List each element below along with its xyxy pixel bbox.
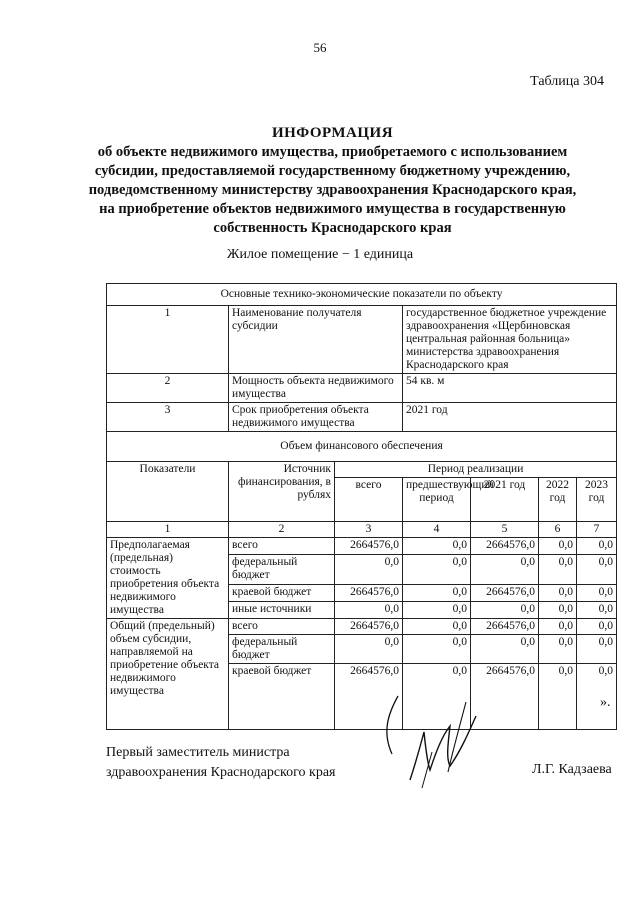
header-previous-period: предшествующий период (403, 478, 471, 522)
column-number-row (107, 522, 617, 538)
heading-line: об объекте недвижимого имущества, приобретаемого с использованием (97, 144, 568, 160)
group-label-subsidy: Общий (предельный) объем субсидии, направляемой на приобретение объекта недвижимого имущества (107, 619, 229, 730)
header-indicators: Показатели (107, 462, 229, 522)
value-previous: 0,0 (403, 538, 471, 555)
section-title-financing: Объем финансового обеспечения (107, 432, 617, 462)
value-2021: 2664576,0 (471, 664, 539, 730)
column-number: 7 (577, 522, 617, 538)
document-heading (60, 124, 605, 238)
value-2022: 0,0 (539, 602, 577, 619)
header-2021: 2021 год (471, 478, 539, 522)
info-row (107, 306, 617, 374)
value-2022: 0,0 (539, 619, 577, 635)
column-number: 3 (335, 522, 403, 538)
table-row (107, 538, 617, 555)
header-row (107, 462, 617, 478)
value-2021: 2664576,0 (471, 538, 539, 555)
value-total: 0,0 (335, 635, 403, 664)
value-2022: 0,0 (539, 585, 577, 602)
value-2021: 2664576,0 (471, 619, 539, 635)
column-number: 1 (107, 522, 229, 538)
header-total: всего (335, 478, 403, 522)
row-number: 3 (107, 403, 229, 432)
heading-line: на приобретение объектов недвижимого имущества в государственную (99, 201, 566, 217)
heading-title: ИНФОРМАЦИЯ (271, 125, 394, 141)
source-cell: краевой бюджет (229, 585, 335, 602)
object-subheading: Жилое помещение − 1 единица (226, 247, 414, 262)
header-source: Источник финансирования, в рублях (229, 462, 335, 522)
section-header-row (107, 284, 617, 306)
value-previous: 0,0 (403, 619, 471, 635)
value-2023: 0,0 (577, 554, 617, 585)
header-2023: 2023 год (577, 478, 617, 522)
row-number: 1 (107, 306, 229, 374)
source-cell: федеральный бюджет (229, 554, 335, 585)
row-label: Наименование получателя субсидии (229, 306, 403, 374)
value-2021: 0,0 (471, 602, 539, 619)
column-number: 5 (471, 522, 539, 538)
group-label-cost: Предполагаемая (предельная) стоимость приобретения объекта недвижимого имущества (107, 538, 229, 619)
signer-position-line: Первый заместитель министра (106, 745, 290, 760)
value-2022: 0,0 (539, 554, 577, 585)
value-previous: 0,0 (403, 602, 471, 619)
value-2023: 0,0 (577, 664, 617, 730)
value-2021: 2664576,0 (471, 585, 539, 602)
source-cell: иные источники (229, 602, 335, 619)
value-2023: 0,0 (577, 635, 617, 664)
source-cell: всего (229, 538, 335, 555)
info-table (106, 283, 617, 730)
value-total: 2664576,0 (335, 538, 403, 555)
row-value: 2021 год (403, 403, 617, 432)
page-number: 56 (313, 40, 327, 55)
signer-name: Л.Г. Кадзаева (532, 762, 612, 777)
value-2022: 0,0 (539, 664, 577, 730)
value-total: 0,0 (335, 602, 403, 619)
column-number: 4 (403, 522, 471, 538)
source-cell: федеральный бюджет (229, 635, 335, 664)
value-total: 2664576,0 (335, 585, 403, 602)
section-header-row (107, 432, 617, 462)
row-value: государственное бюджетное учреждение здравоохранения «Щербиновская центральная районная больница» министерства здравоохранения Краснодарского края (403, 306, 617, 374)
table-reference: Таблица 304 (530, 74, 604, 89)
value-2021: 0,0 (471, 554, 539, 585)
source-cell: краевой бюджет (229, 664, 335, 730)
heading-line: субсидии, предоставляемой государственному бюджетному учреждению, (94, 163, 571, 179)
value-2023: 0,0 (577, 602, 617, 619)
value-total: 2664576,0 (335, 619, 403, 635)
row-label: Срок приобретения объекта недвижимого имущества (229, 403, 403, 432)
section-title-indicators: Основные технико-экономические показатели по объекту (107, 284, 617, 306)
source-cell: всего (229, 619, 335, 635)
info-row (107, 403, 617, 432)
value-previous: 0,0 (403, 585, 471, 602)
column-number: 6 (539, 522, 577, 538)
row-label: Мощность объекта недвижимого имущества (229, 374, 403, 403)
table-row (107, 619, 617, 635)
row-number: 2 (107, 374, 229, 403)
header-period: Период реализации (335, 462, 617, 478)
signer-position (106, 743, 335, 783)
value-total: 2664576,0 (335, 664, 403, 730)
handwritten-signature (370, 692, 500, 792)
header-2022: 2022 год (539, 478, 577, 522)
value-2023: 0,0 (577, 619, 617, 635)
value-2023: 0,0 (577, 538, 617, 555)
info-row (107, 374, 617, 403)
heading-line: подведомственному министерству здравоохранения Краснодарского края, (88, 182, 577, 198)
value-previous: 0,0 (403, 635, 471, 664)
value-previous: 0,0 (403, 554, 471, 585)
value-2022: 0,0 (539, 538, 577, 555)
value-2022: 0,0 (539, 635, 577, 664)
row-value: 54 кв. м (403, 374, 617, 403)
value-2021: 0,0 (471, 635, 539, 664)
closing-quote-mark: ». (600, 695, 611, 710)
column-number: 2 (229, 522, 335, 538)
value-2023: 0,0 (577, 585, 617, 602)
heading-line: собственность Краснодарского края (213, 220, 452, 236)
value-total: 0,0 (335, 554, 403, 585)
signer-position-line: здравоохранения Краснодарского края (106, 765, 336, 780)
value-previous: 0,0 (403, 664, 471, 730)
